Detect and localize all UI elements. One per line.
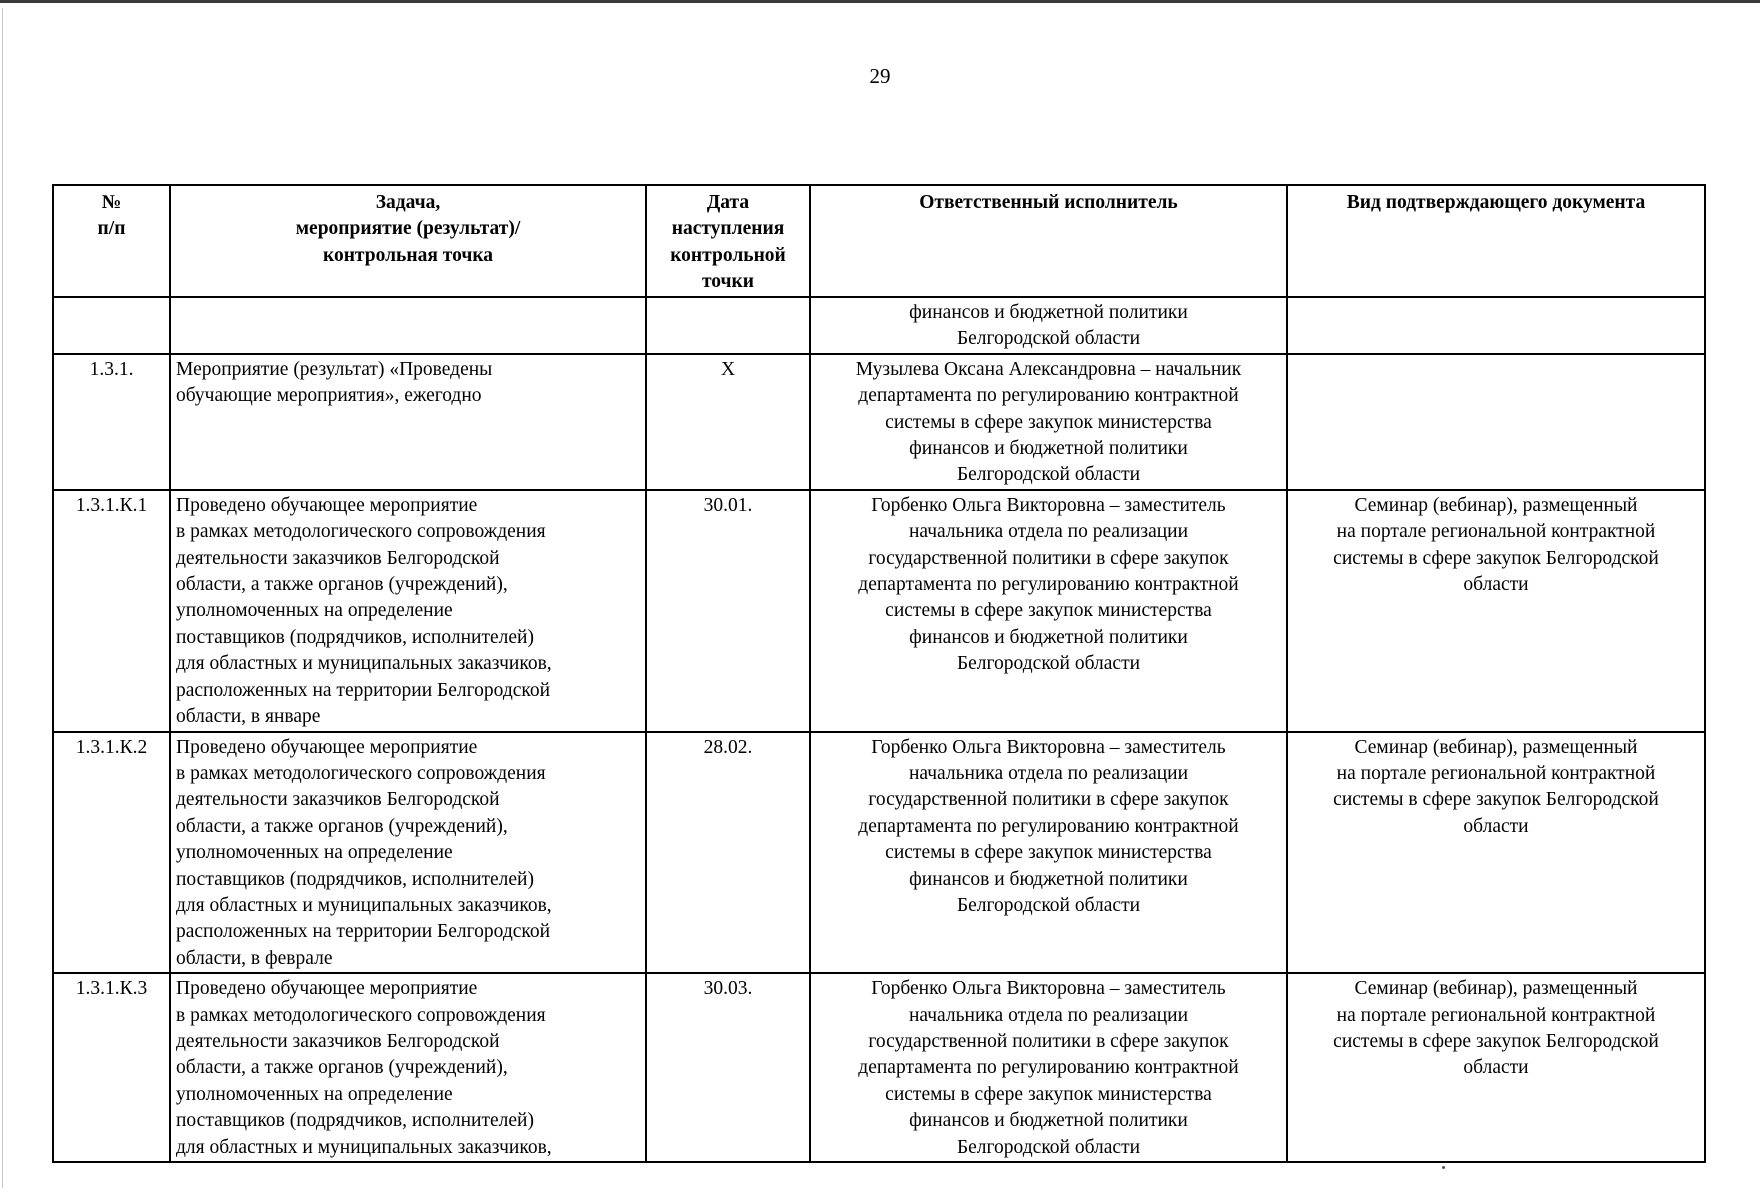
table-row — [53, 490, 1705, 732]
table-row — [53, 973, 1705, 1162]
table-row — [53, 732, 1705, 974]
page-number: 29 — [869, 64, 891, 88]
row-task: Проведено обучающее мероприятие в рамках методологического сопровождения деятельности заказчиков Белгородской области, а также органов (учреждений), уполномоченных на определение поставщиков (подрядчиков, исполнителей) для областных и муниципальных заказчиков, расположенных на территории Белгородской области, в январе — [170, 490, 646, 732]
table-row — [53, 354, 1705, 490]
row-task: Проведено обучающее мероприятие в рамках методологического сопровождения деятельности заказчиков Белгородской области, а также органов (учреждений), уполномоченных на определение поставщиков (подрядчиков, исполнителей) для областных и муниципальных заказчиков, — [170, 973, 646, 1162]
table-header-row — [53, 185, 1705, 297]
header-number: № п/п — [53, 185, 170, 297]
header-task: Задача, мероприятие (результат)/ контрольная точка — [170, 185, 646, 297]
row-responsible: Горбенко Ольга Викторовна – заместитель начальника отдела по реализации государственной политики в сфере закупок департамента по регулированию контрактной системы в сфере закупок министерства финансов и бюджетной политики Белгородской области — [810, 490, 1287, 732]
row-responsible: Горбенко Ольга Викторовна – заместитель начальника отдела по реализации государственной политики в сфере закупок департамента по регулированию контрактной системы в сфере закупок министерства финансов и бюджетной политики Белгородской области — [810, 973, 1287, 1162]
row-date: 28.02. — [646, 732, 810, 974]
row-number: 1.3.1.К.3 — [53, 973, 170, 1162]
row-date: 30.03. — [646, 973, 810, 1162]
table-row — [53, 297, 1705, 354]
scan-speck — [1442, 1166, 1445, 1169]
row-number: 1.3.1.К.2 — [53, 732, 170, 974]
row-document-type: Семинар (вебинар), размещенный на портале региональной контрактной системы в сфере закупок Белгородской области — [1287, 732, 1705, 974]
row-number: 1.3.1.К.1 — [53, 490, 170, 732]
row-document-type — [1287, 297, 1705, 354]
row-date — [646, 297, 810, 354]
row-document-type: Семинар (вебинар), размещенный на портале региональной контрактной системы в сфере закупок Белгородской области — [1287, 973, 1705, 1162]
header-document-type: Вид подтверждающего документа — [1287, 185, 1705, 297]
row-responsible: Музылева Оксана Александровна – начальник департамента по регулированию контрактной системы в сфере закупок министерства финансов и бюджетной политики Белгородской области — [810, 354, 1287, 490]
row-task: Проведено обучающее мероприятие в рамках методологического сопровождения деятельности заказчиков Белгородской области, а также органов (учреждений), уполномоченных на определение поставщиков (подрядчиков, исполнителей) для областных и муниципальных заказчиков, расположенных на территории Белгородской области, в феврале — [170, 732, 646, 974]
row-responsible: финансов и бюджетной политики Белгородской области — [810, 297, 1287, 354]
row-responsible: Горбенко Ольга Викторовна – заместитель начальника отдела по реализации государственной политики в сфере закупок департамента по регулированию контрактной системы в сфере закупок министерства финансов и бюджетной политики Белгородской области — [810, 732, 1287, 974]
header-date: Дата наступления контрольной точки — [646, 185, 810, 297]
row-task: Мероприятие (результат) «Проведены обучающие мероприятия», ежегодно — [170, 354, 646, 490]
milestones-table — [52, 184, 1706, 1163]
header-responsible: Ответственный исполнитель — [810, 185, 1287, 297]
scan-left-edge — [2, 8, 3, 1188]
row-date: 30.01. — [646, 490, 810, 732]
row-number — [53, 297, 170, 354]
row-document-type — [1287, 354, 1705, 490]
row-number: 1.3.1. — [53, 354, 170, 490]
row-document-type: Семинар (вебинар), размещенный на портале региональной контрактной системы в сфере закупок Белгородской области — [1287, 490, 1705, 732]
page-top-rule — [0, 0, 1760, 3]
row-task — [170, 297, 646, 354]
row-date: X — [646, 354, 810, 490]
